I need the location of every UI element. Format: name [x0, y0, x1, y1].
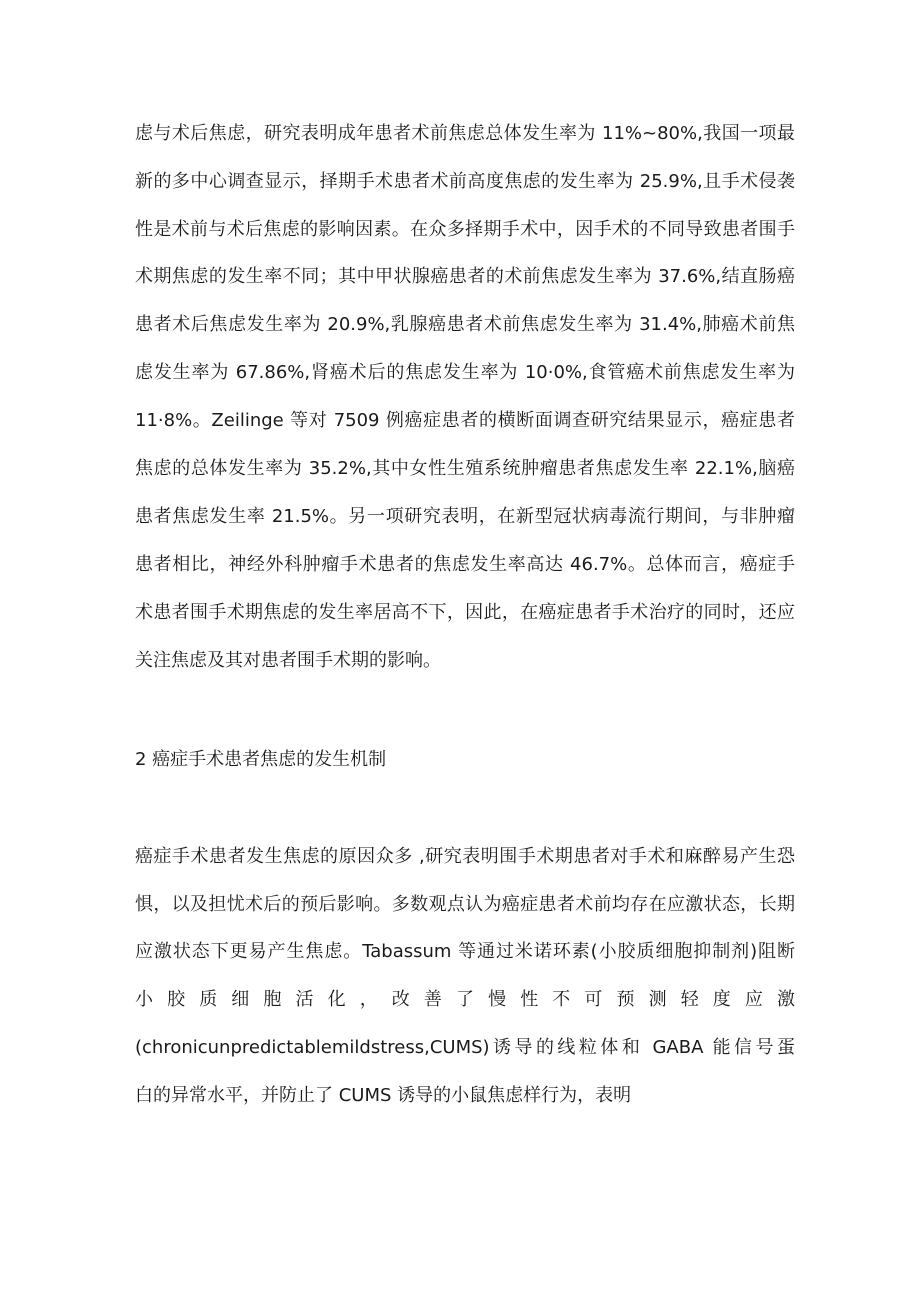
paragraph-1-line-4: 术期焦虑的发生率不同；其中甲状腺癌患者的术前焦虑发生率为 37.6%,结直肠癌 — [135, 266, 795, 287]
paragraph-2-line-6: 白的异常水平，并防止了 CUMS 诱导的小鼠焦虑样行为，表明 — [135, 1085, 632, 1106]
paragraph-2-line-5: (chronicunpredictablemildstress,CUMS)诱导的线粒体和 GABA 能信号蛋 — [135, 1037, 795, 1058]
paragraph-2-line-3: 应激状态下更易产生焦虑。Tabassum 等通过米诺环素(小胶质细胞抑制剂)阻断 — [135, 941, 795, 962]
paragraph-2-line-1: 癌症手术患者发生焦虑的原因众多 ,研究表明围手术期患者对手术和麻醉易产生恐 — [135, 846, 795, 867]
paragraph-2-line-4: 小胶质细胞活化，改善了慢性不可预测轻度应激 — [135, 989, 795, 1010]
paragraph-1-line-10: 患者相比，神经外科肿瘤手术患者的焦虑发生率高达 46.7%。总体而言，癌症手 — [135, 554, 795, 575]
paragraph-1-line-2: 新的多中心调查显示，择期手术患者术前高度焦虑的发生率为 25.9%,且手术侵袭 — [135, 171, 795, 192]
paragraph-1-line-8: 焦虑的总体发生率为 35.2%,其中女性生殖系统肿瘤患者焦虑发生率 22.1%,脑癌 — [135, 458, 795, 479]
paragraph-1-line-6: 虑发生率为 67.86%,肾癌术后的焦虑发生率为 10·0%,食管癌术前焦虑发生率为 — [135, 362, 795, 383]
paragraph-1-line-7: 11·8%。Zeilinge 等对 7509 例癌症患者的横断面调查研究结果显示，癌症患者 — [135, 410, 795, 431]
paragraph-2-line-2: 惧，以及担忧术后的预后影响。多数观点认为癌症患者术前均存在应激状态，长期 — [135, 894, 795, 915]
paragraph-1-line-3: 性是术前与术后焦虑的影响因素。在众多择期手术中，因手术的不同导致患者围手 — [135, 219, 795, 240]
paragraph-1-line-11: 术患者围手术期焦虑的发生率居高不下，因此，在癌症患者手术治疗的同时，还应 — [135, 602, 795, 623]
paragraph-1-line-9: 患者焦虑发生率 21.5%。另一项研究表明，在新型冠状病毒流行期间，与非肿瘤 — [135, 506, 795, 527]
paragraph-1-line-5: 患者术后焦虑发生率为 20.9%,乳腺癌患者术前焦虑发生率为 31.4%,肺癌术前焦 — [135, 314, 795, 335]
section-heading: 2 癌症手术患者焦虑的发生机制 — [135, 749, 387, 770]
paragraph-1-line-12: 关注焦虑及其对患者围手术期的影响。 — [135, 650, 441, 671]
paragraph-1-line-1: 虑与术后焦虑，研究表明成年患者术前焦虑总体发生率为 11%~80%,我国一项最 — [135, 123, 795, 144]
